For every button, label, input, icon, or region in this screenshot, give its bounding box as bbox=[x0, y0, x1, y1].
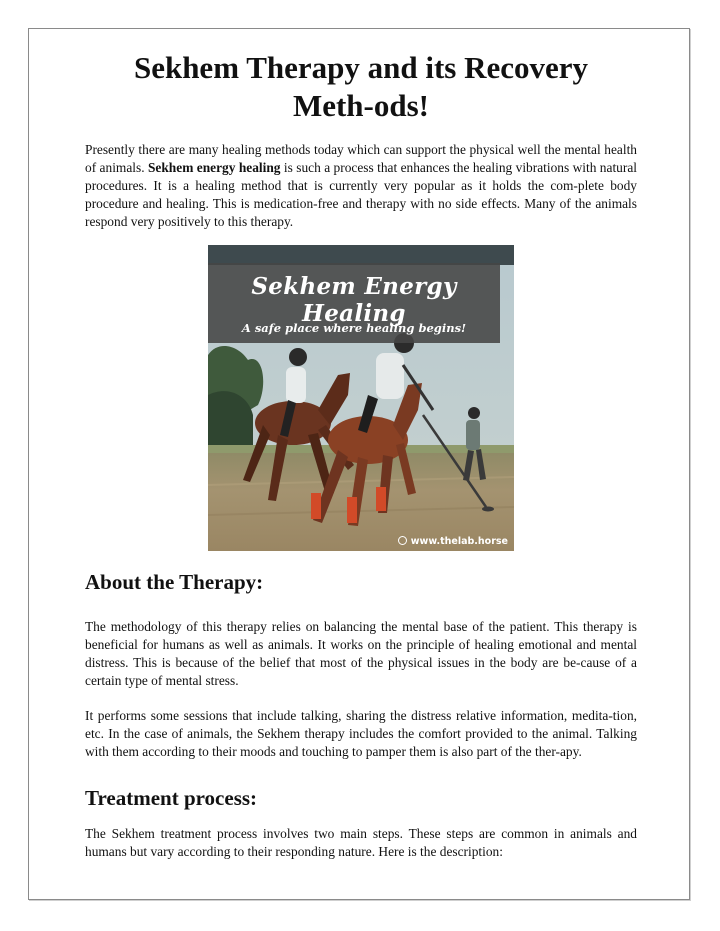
intro-text-end: is such a process that enhances the healing vibrations with natural procedures. It is a healing method that is currently very popular as it holds the com-plete body procedure and healing. This is medication-free and therapy with no side effects. Many of the animals respond very positively to this therapy. bbox=[85, 160, 637, 229]
about-paragraph-2: It performs some sessions that include talking, sharing the distress relative information, medita-tion, etc. In the case of animals, the Sekhem therapy includes the comfort provided to the animal. Talking with them according to their moods and touching to pamper them is also part of the ther-apy. bbox=[85, 708, 637, 759]
intro-bold-term: Sekhem energy healing bbox=[147, 160, 281, 175]
hero-title: Sekhem Energy Healing bbox=[251, 273, 457, 327]
intro-paragraph bbox=[85, 141, 637, 231]
hero-subtitle: A safe place where healing begins! bbox=[241, 321, 467, 335]
about-paragraph-1: The methodology of this therapy relies on balancing the mental base of the patient. This therapy is beneficial for humans as well as animals. It works on the principle of healing emotional and mental distress. This is because of the belief that most of the physical issues in the body are be-cause of a certain type of mental stress. bbox=[85, 619, 637, 688]
treatment-paragraph: The Sekhem treatment process involves two main steps. These steps are common in animals and humans but vary according to their responding nature. Here is the description: bbox=[85, 826, 637, 859]
treatment-heading: Treatment process: bbox=[85, 786, 258, 810]
document-content bbox=[85, 49, 637, 861]
hero-url bbox=[398, 536, 508, 547]
hero-image bbox=[208, 245, 514, 551]
globe-icon bbox=[398, 536, 407, 545]
about-heading: About the Therapy: bbox=[85, 570, 264, 594]
intro-text-start: Presently there are many healing methods today which can support the physical well the mental health of animals. bbox=[85, 142, 637, 175]
page-title: Sekhem Therapy and its Recovery Meth-ods! bbox=[133, 50, 589, 123]
hero-url-text: www.thelab.horse bbox=[410, 536, 508, 547]
document-page bbox=[28, 28, 690, 900]
